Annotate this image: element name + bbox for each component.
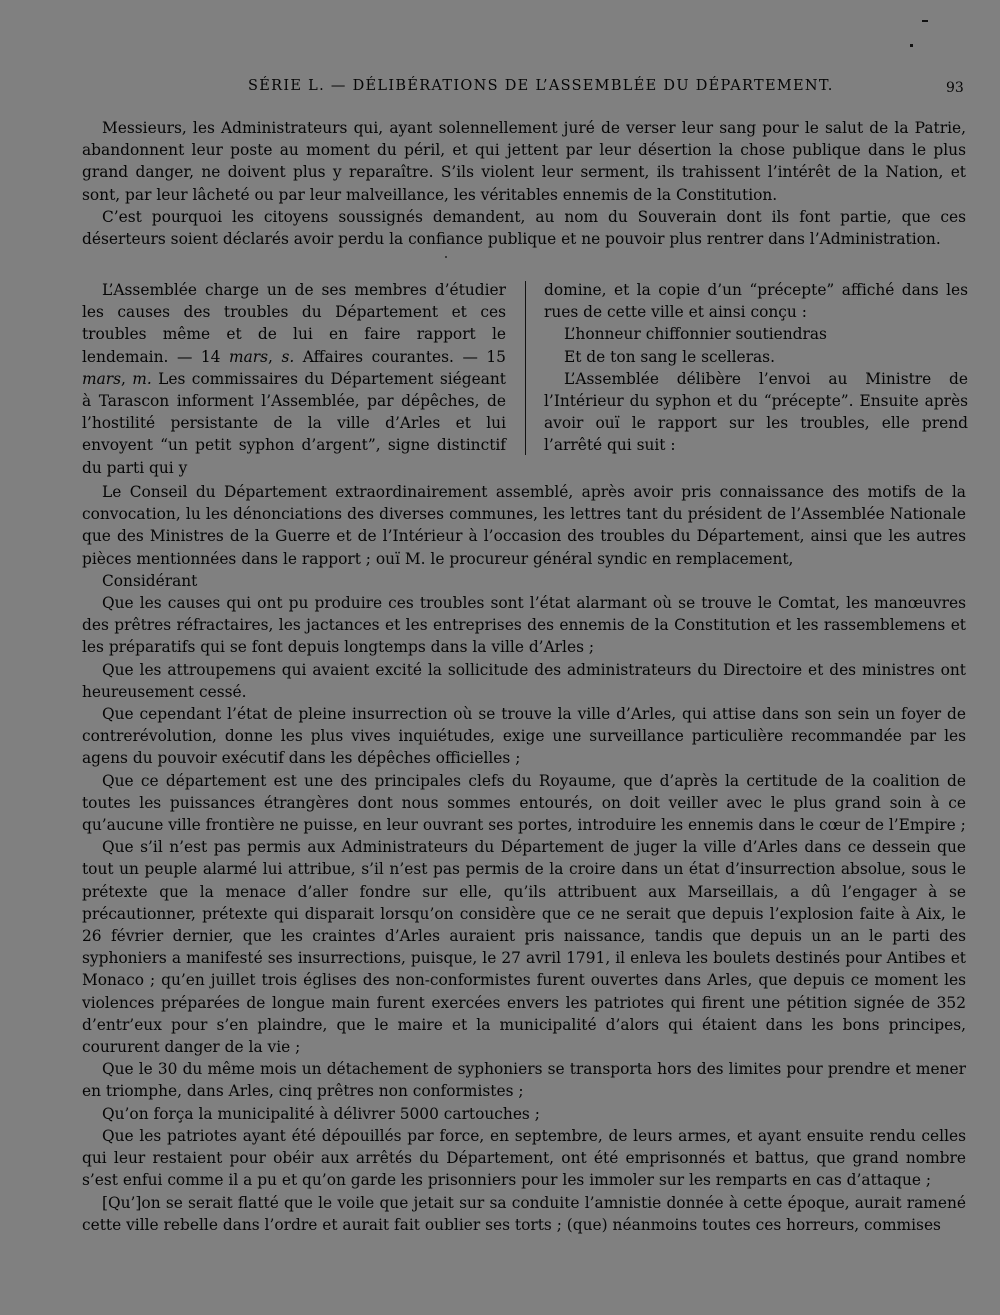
paragraph: Que s’il n’est pas permis aux Administrateurs du Département de juger la ville d’Arles dans ce dessein que tout un peuple alarmé lui attribue, s’il n’est pas permis de la croire dans un état d’insurrection absolue, sous le prétexte que la menace d’aller fondre sur elle, qu’ils attribuent aux Marseillais, a dû l’engager à se précautionner, prétexte qui disparait lorsqu’on considère que ce ne serait que depuis l’explosion faite à Aix, le 26 février dernier, que les craintes d’Arles auraient pris naissance, tandis que depuis un an le parti des syphoniers a manifesté ses insurrections, puisque, le 27 avril 1791, il enleva les boulets destinés pour Antibes et Monaco ; qu’en juillet trois églises des non-conformistes furent ouvertes dans Arles, que depuis ce moment les violences préparées de longue main furent exercées envers les patriotes qui firent une pétition signée de 352 d’entr’eux pour s’en plaindre, que le maire et la municipalité d’alors qui étaient dans les bons principes, coururent danger de la vie ; bbox=[82, 838, 966, 1057]
paragraph: Que cependant l’état de pleine insurrection où se trouve la ville d’Arles, qui attise dans son sein un foyer de contrerévolution, donne les plus vives inquiétudes, exige une surveillance particulière recommandée par les agens du pouvoir exécutif dans les dépêches officielles ; bbox=[82, 705, 966, 768]
running-head: SÉRIE L. — DÉLIBÉRATIONS DE L’ASSEMBLÉE DU DÉPARTEMENT. bbox=[248, 78, 834, 94]
verse-line: L’honneur chiffonnier soutiendras bbox=[564, 325, 827, 344]
paragraph: Qu’on força la municipalité à délivrer 5000 cartouches ; bbox=[102, 1104, 540, 1123]
page-header bbox=[0, 78, 1000, 102]
two-column-section bbox=[82, 279, 968, 477]
paragraph: [Qu’]on se serait flatté que le voile que jetait sur sa conduite l’amnistie donnée à cette époque, aurait ramené cette ville rebelle dans l’ordre et aurait fait oublier ses torts ; (que) néanmoins toutes ces horreurs, commises bbox=[82, 1193, 966, 1234]
date-month: mars bbox=[82, 369, 122, 388]
paragraph: Que ce département est une des principales clefs du Royaume, que d’après la certitude de la coalition de toutes les puissances étrangères dont nous sommes entourés, on doit veiller avec le plus grand soin à ce qu’aucune ville frontière ne puisse, en leur ouvrant ses portes, introduire les ennemis dans le cœur de l’Empire ; bbox=[82, 771, 966, 835]
intro-section bbox=[82, 117, 966, 250]
text-run: 14 bbox=[200, 347, 229, 366]
column-divider bbox=[525, 281, 526, 455]
paragraph: L’Assemblée délibère l’envoi au Ministre de l’Intérieur du syphon et du “précepte”. Ensuite après avoir ouï le rapport sur les troubles, elle prend l’arrêté qui suit : bbox=[544, 369, 968, 455]
paragraph: L’Assemblée charge un de ses membres d’étudier les causes des troubles du Département et ces troubles même et de lui en faire rapport le lendemain. — 14 mars, s. Affaires courantes. — 15 mars, m. Les commissaires du Département siégeant à Tarascon informent l’Assemblée, par dépêches, de l’hostilité persistante de la ville d’Arles et lui envoyent “un petit syphon d’argent”, signe distinctif du parti qui y bbox=[82, 281, 506, 477]
paragraph: Que les patriotes ayant été dépouillés par force, en septembre, de leurs armes, et ayant ensuite rendu celles qui leur restaient pour obéir aux arrêtés du Département, ont été emprisonnés et battus, que grand nombre s’est enfui comme il a pu et qu’on garde les prisonniers pour les immoler sur les remparts en cas d’attaque ; bbox=[82, 1126, 966, 1190]
text-run: Les commissaires du Département siégeant à Tarascon informent l’Assemblée, par dépêches, de l’hostilité persistante de la ville d’Arles et lui envoyent “un petit syphon d’argent”, signe distinctif du parti qui y bbox=[82, 369, 506, 477]
date-month: mars bbox=[229, 347, 269, 366]
paragraph: Le Conseil du Département extraordinairement assemblé, après avoir pris connaissance des motifs de la convocation, lu les dénonciations des diverses communes, les lettres tant du président de l’Assemblée Nationale que des Ministres de la Guerre et de l’Intérieur à l’occasion des troubles du Département, ainsi que les autres pièces mentionnées dans le rapport ; ouï M. le procureur général syndic en remplacement, bbox=[82, 483, 966, 568]
decree-section bbox=[82, 481, 966, 1236]
page-number: 93 bbox=[946, 80, 964, 96]
paragraph: Que le 30 du même mois un détachement de syphoniers se transporta hors des limites pour prendre et mener en triomphe, dans Arles, cinq prêtres non conformistes ; bbox=[82, 1060, 966, 1101]
paragraph: Que les attroupemens qui avaient excité la sollicitude des administrateurs du Directoire et des ministres ont heureusement cessé. bbox=[82, 660, 966, 701]
scan-mark bbox=[445, 256, 447, 258]
paragraph: domine, et la copie d’un “précepte” affiché dans les rues de cette ville et ainsi conçu : bbox=[544, 281, 968, 322]
paragraph: C’est pourquoi les citoyens soussignés demandent, au nom du Souverain dont ils font partie, que ces déserteurs soient déclarés avoir perdu la confiance publique et ne pouvoir plus rentrer dans l’Administration. bbox=[82, 207, 966, 249]
text-run: L’Assemblée charge un de ses membres d’étudier les causes des troubles du Département et ces troubles même et de lui en faire rapport le lendemain. — bbox=[82, 281, 506, 366]
paragraph: Que les causes qui ont pu produire ces troubles sont l’état alarmant où se trouve le Comtat, les manœuvres des prêtres réfractaires, les jactances et les entreprises des ennemis de la Constitution et les rassemblemens et les préparatifs qui se font depuis longtemps dans la ville d’Arles ; bbox=[82, 594, 966, 657]
right-column bbox=[544, 279, 968, 457]
text-run: Affaires courantes. — 15 bbox=[294, 347, 506, 366]
verse-line: Et de ton sang le scelleras. bbox=[564, 347, 775, 366]
paragraph: Messieurs, les Administrateurs qui, ayant solennellement juré de verser leur sang pour le salut de la Patrie, abandonnent leur poste au moment du péril, et qui jettent par leur désertion la chose publique dans le plus grand danger, ne doivent plus y reparaître. S’ils violent leur serment, ils trahissent l’intérêt de la Nation, et sont, par leur lâcheté ou par leur malveillance, les véritables ennemis de la Constitution. bbox=[82, 119, 966, 204]
paragraph: Considérant bbox=[102, 571, 198, 590]
sitting-marker: s. bbox=[281, 347, 295, 366]
scan-mark bbox=[910, 44, 913, 47]
scan-mark bbox=[922, 20, 928, 22]
left-column bbox=[82, 279, 506, 479]
sitting-marker: m. bbox=[132, 369, 152, 388]
